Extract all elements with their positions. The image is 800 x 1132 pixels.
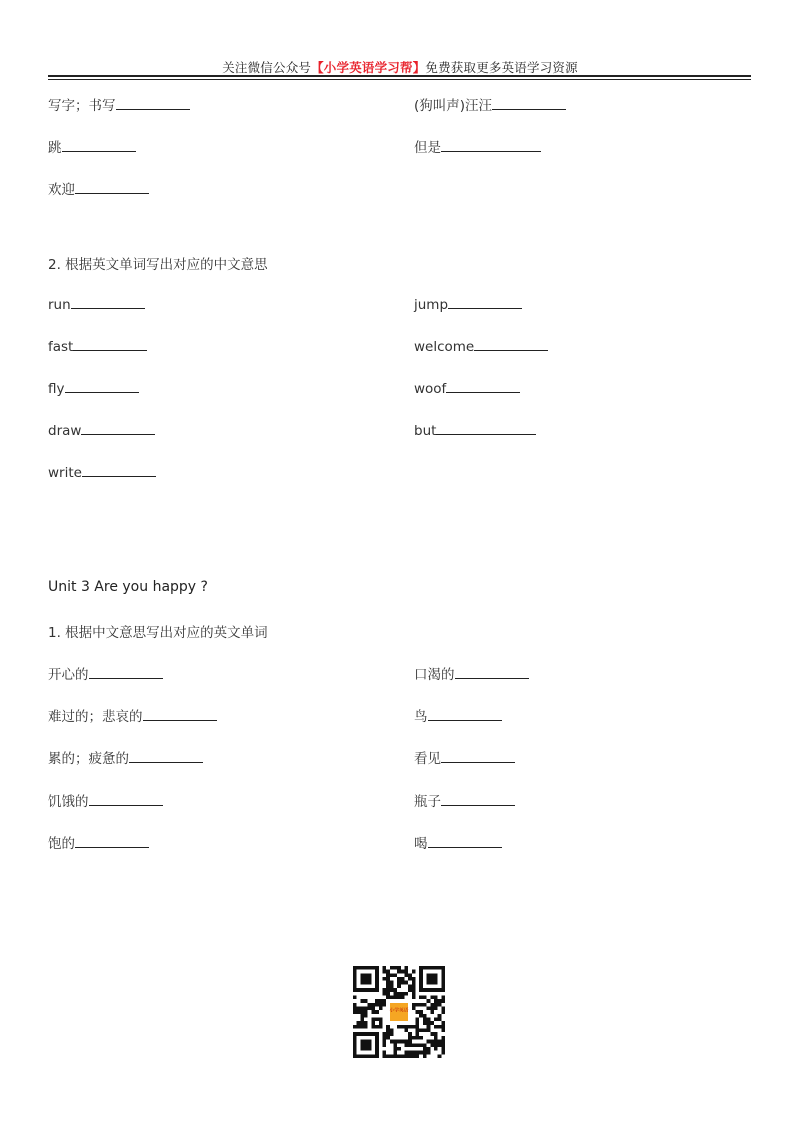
qr-module bbox=[412, 992, 416, 996]
qr-module bbox=[360, 1018, 364, 1022]
qr-module bbox=[423, 1021, 427, 1025]
qr-module bbox=[393, 992, 397, 996]
qr-module bbox=[408, 1036, 412, 1040]
qr-module bbox=[408, 988, 412, 992]
exercise-item: 难过的；悲哀的 bbox=[48, 705, 217, 725]
qr-module bbox=[434, 1040, 438, 1044]
qr-module bbox=[401, 1054, 405, 1058]
answer-blank[interactable] bbox=[75, 180, 149, 194]
answer-blank[interactable] bbox=[474, 337, 548, 351]
answer-blank[interactable] bbox=[436, 421, 536, 435]
exercise-item: fast bbox=[48, 337, 147, 355]
exercise-item: draw bbox=[48, 421, 155, 439]
exercise-item: run bbox=[48, 295, 145, 313]
qr-module bbox=[412, 1054, 416, 1058]
qr-module bbox=[379, 1025, 383, 1029]
qr-module bbox=[386, 992, 390, 996]
qr-module bbox=[382, 1051, 386, 1055]
qr-module bbox=[412, 981, 416, 985]
qr-module bbox=[405, 1025, 409, 1029]
qr-module bbox=[390, 988, 394, 992]
qr-module bbox=[416, 1018, 420, 1022]
header-rule-thin bbox=[48, 79, 751, 80]
qr-module bbox=[416, 1021, 420, 1025]
qr-module bbox=[360, 1021, 364, 1025]
qr-module bbox=[416, 1051, 420, 1055]
header-brand: 【小学英语学习帮】 bbox=[311, 60, 426, 75]
qr-module bbox=[368, 1006, 372, 1010]
qr-module bbox=[382, 992, 386, 996]
qr-module bbox=[386, 981, 390, 985]
qr-module bbox=[405, 970, 409, 974]
qr-module bbox=[386, 1029, 390, 1033]
qr-module bbox=[427, 1018, 431, 1022]
qr-module bbox=[408, 973, 412, 977]
qr-module bbox=[397, 1040, 401, 1044]
answer-blank[interactable] bbox=[65, 379, 139, 393]
answer-blank[interactable] bbox=[116, 96, 190, 110]
qr-module bbox=[412, 988, 416, 992]
exercise-item: 开心的 bbox=[48, 663, 163, 683]
qr-module bbox=[375, 1025, 379, 1029]
qr-module bbox=[438, 1003, 442, 1007]
qr-module bbox=[416, 1025, 420, 1029]
qr-module bbox=[419, 1010, 423, 1014]
qr-module bbox=[353, 1006, 357, 1010]
qr-module bbox=[401, 970, 405, 974]
exercise-item: 写字；书写 bbox=[48, 94, 190, 114]
qr-module bbox=[397, 966, 401, 970]
qr-module bbox=[423, 995, 427, 999]
qr-module bbox=[382, 1036, 386, 1040]
qr-module bbox=[375, 1003, 379, 1007]
qr-module bbox=[353, 1025, 357, 1029]
answer-blank[interactable] bbox=[81, 421, 155, 435]
answer-blank[interactable] bbox=[73, 337, 147, 351]
qr-module bbox=[386, 977, 390, 981]
qr-module bbox=[434, 1006, 438, 1010]
header-suffix: 免费获取更多英语学习资源 bbox=[425, 60, 578, 75]
qr-module bbox=[393, 988, 397, 992]
exercise-item: 欢迎 bbox=[48, 178, 149, 198]
answer-blank[interactable] bbox=[143, 707, 217, 721]
qr-module bbox=[382, 1054, 386, 1058]
qr-module bbox=[408, 984, 412, 988]
qr-module bbox=[423, 1047, 427, 1051]
qr-module bbox=[390, 1032, 394, 1036]
qr-module bbox=[441, 1051, 445, 1055]
qr-module bbox=[427, 1051, 431, 1055]
qr-module bbox=[423, 1029, 427, 1033]
qr-module bbox=[441, 1010, 445, 1014]
qr-module bbox=[434, 1043, 438, 1047]
qr-module bbox=[441, 1043, 445, 1047]
qr-module bbox=[386, 970, 390, 974]
qr-module bbox=[405, 973, 409, 977]
qr-module bbox=[397, 1047, 401, 1051]
qr-module bbox=[412, 970, 416, 974]
qr-module bbox=[441, 1047, 445, 1051]
qr-module bbox=[441, 1029, 445, 1033]
qr-module bbox=[397, 1054, 401, 1058]
qr-module bbox=[441, 1036, 445, 1040]
qr-module bbox=[386, 1036, 390, 1040]
qr-module bbox=[393, 1047, 397, 1051]
qr-module bbox=[416, 1003, 420, 1007]
qr-module bbox=[379, 1018, 383, 1022]
qr-module bbox=[382, 1040, 386, 1044]
qr-module bbox=[375, 1018, 379, 1022]
qr-module bbox=[386, 1054, 390, 1058]
exercise-item: 饥饿的 bbox=[48, 790, 163, 810]
answer-blank[interactable] bbox=[448, 295, 522, 309]
qr-module bbox=[379, 999, 383, 1003]
qr-module bbox=[386, 988, 390, 992]
qr-module bbox=[397, 995, 401, 999]
qr-module bbox=[382, 970, 386, 974]
qr-module bbox=[360, 1014, 364, 1018]
qr-module bbox=[434, 1018, 438, 1022]
qr-module bbox=[390, 966, 394, 970]
qr-module bbox=[412, 1025, 416, 1029]
qr-module bbox=[438, 1040, 442, 1044]
exercise-item: 累的；疲惫的 bbox=[48, 747, 203, 767]
qr-module bbox=[430, 1010, 434, 1014]
qr-module bbox=[360, 1010, 364, 1014]
qr-module bbox=[408, 1032, 412, 1036]
qr-module bbox=[353, 1010, 357, 1014]
qr-module bbox=[405, 966, 409, 970]
exercise-item: but bbox=[414, 421, 536, 439]
qr-module bbox=[423, 1003, 427, 1007]
qr-module bbox=[397, 1025, 401, 1029]
qr-module bbox=[371, 1025, 375, 1029]
qr-module bbox=[360, 1006, 364, 1010]
qr-module bbox=[375, 999, 379, 1003]
qr-module bbox=[401, 977, 405, 981]
qr-module bbox=[371, 1021, 375, 1025]
exercise-item: welcome bbox=[414, 337, 548, 355]
qr-module bbox=[405, 1054, 409, 1058]
qr-code bbox=[353, 966, 445, 1058]
qr-module bbox=[405, 1029, 409, 1033]
qr-module bbox=[382, 1032, 386, 1036]
qr-module bbox=[408, 1040, 412, 1044]
qr-module bbox=[371, 1018, 375, 1022]
qr-module bbox=[357, 1021, 361, 1025]
exercise-item: 饱的 bbox=[48, 832, 149, 852]
exercise-item: fly bbox=[48, 379, 139, 397]
qr-module bbox=[434, 1025, 438, 1029]
qr-module bbox=[434, 1036, 438, 1040]
qr-module bbox=[441, 995, 445, 999]
qr-module bbox=[382, 999, 386, 1003]
qr-module bbox=[375, 1010, 379, 1014]
exercise-item: 看见 bbox=[414, 747, 515, 767]
exercise-item: woof bbox=[414, 379, 520, 397]
qr-module bbox=[364, 1025, 368, 1029]
qr-module bbox=[427, 1025, 431, 1029]
qr-module bbox=[390, 1054, 394, 1058]
qr-module bbox=[368, 1003, 372, 1007]
qr-module bbox=[427, 1006, 431, 1010]
answer-blank[interactable] bbox=[455, 665, 529, 679]
qr-module bbox=[441, 999, 445, 1003]
qr-module bbox=[434, 999, 438, 1003]
qr-module bbox=[438, 1054, 442, 1058]
exercise-item: 口渴的 bbox=[414, 663, 529, 683]
exercise-item: (狗叫声)汪汪 bbox=[414, 94, 566, 114]
qr-module bbox=[386, 1032, 390, 1036]
qr-module bbox=[364, 999, 368, 1003]
qr-module bbox=[423, 1014, 427, 1018]
qr-module bbox=[419, 1036, 423, 1040]
qr-module bbox=[405, 1051, 409, 1055]
qr-module bbox=[430, 1043, 434, 1047]
qr-module bbox=[423, 1051, 427, 1055]
qr-module bbox=[441, 1040, 445, 1044]
qr-module bbox=[357, 1010, 361, 1014]
qr-module bbox=[401, 995, 405, 999]
exercise-item: write bbox=[48, 463, 156, 481]
exercise-item: 喝 bbox=[414, 832, 502, 852]
qr-module bbox=[427, 1047, 431, 1051]
qr-module bbox=[393, 1043, 397, 1047]
qr-module bbox=[393, 966, 397, 970]
qr-module bbox=[412, 1006, 416, 1010]
qr-module bbox=[390, 995, 394, 999]
qr-module bbox=[412, 1043, 416, 1047]
qr-module bbox=[408, 977, 412, 981]
answer-blank[interactable] bbox=[441, 749, 515, 763]
qr-module bbox=[379, 1003, 383, 1007]
qr-module bbox=[386, 973, 390, 977]
qr-module bbox=[419, 1051, 423, 1055]
qr-module bbox=[438, 1014, 442, 1018]
qr-module bbox=[416, 1010, 420, 1014]
qr-module bbox=[427, 1029, 431, 1033]
qr-module bbox=[382, 1003, 386, 1007]
qr-module bbox=[412, 995, 416, 999]
answer-blank[interactable] bbox=[71, 295, 145, 309]
answer-blank[interactable] bbox=[428, 707, 502, 721]
qr-module bbox=[397, 981, 401, 985]
qr-module bbox=[412, 1051, 416, 1055]
qr-module bbox=[401, 981, 405, 985]
qr-module bbox=[390, 1040, 394, 1044]
qr-module bbox=[353, 1003, 357, 1007]
exercise-item: 瓶子 bbox=[414, 790, 515, 810]
qr-module bbox=[405, 981, 409, 985]
qr-module bbox=[397, 970, 401, 974]
qr-module bbox=[371, 1010, 375, 1014]
answer-blank[interactable] bbox=[428, 834, 502, 848]
qr-module bbox=[405, 992, 409, 996]
answer-blank[interactable] bbox=[441, 792, 515, 806]
qr-module bbox=[416, 1043, 420, 1047]
qr-module bbox=[386, 984, 390, 988]
qr-module bbox=[427, 1021, 431, 1025]
qr-module bbox=[430, 1003, 434, 1007]
qr-module bbox=[412, 1036, 416, 1040]
qr-module bbox=[430, 1021, 434, 1025]
page-header bbox=[0, 58, 800, 76]
qr-module bbox=[405, 1040, 409, 1044]
answer-blank[interactable] bbox=[129, 749, 203, 763]
section-title: 1. 根据中文意思写出对应的英文单词 bbox=[48, 625, 268, 641]
qr-module bbox=[382, 1043, 386, 1047]
qr-module bbox=[441, 1021, 445, 1025]
qr-module bbox=[390, 981, 394, 985]
qr-module bbox=[401, 992, 405, 996]
qr-module bbox=[360, 1025, 364, 1029]
qr-module bbox=[382, 988, 386, 992]
qr-module bbox=[419, 1014, 423, 1018]
qr-module bbox=[357, 1006, 361, 1010]
qr-module bbox=[357, 1025, 361, 1029]
section-title: 2. 根据英文单词写出对应的中文意思 bbox=[48, 257, 268, 273]
qr-module bbox=[397, 977, 401, 981]
unit-title: Unit 3 Are you happy ? bbox=[48, 579, 208, 595]
answer-blank[interactable] bbox=[89, 665, 163, 679]
qr-module bbox=[434, 1032, 438, 1036]
qr-logo-text: 小学英语 bbox=[389, 1008, 409, 1014]
qr-module bbox=[393, 973, 397, 977]
answer-blank[interactable] bbox=[492, 96, 566, 110]
qr-module bbox=[430, 1032, 434, 1036]
qr-module bbox=[416, 1054, 420, 1058]
qr-module bbox=[390, 1029, 394, 1033]
header-rule-thick bbox=[48, 75, 751, 77]
qr-module bbox=[393, 1054, 397, 1058]
qr-module bbox=[423, 1054, 427, 1058]
qr-module bbox=[412, 1003, 416, 1007]
qr-module bbox=[419, 995, 423, 999]
qr-module bbox=[364, 1010, 368, 1014]
qr-module bbox=[438, 1043, 442, 1047]
qr-module bbox=[353, 995, 357, 999]
qr-module bbox=[382, 977, 386, 981]
answer-blank[interactable] bbox=[75, 834, 149, 848]
qr-module bbox=[393, 995, 397, 999]
header-prefix: 关注微信公众号 bbox=[222, 60, 312, 75]
qr-module bbox=[408, 1025, 412, 1029]
qr-module bbox=[364, 1014, 368, 1018]
qr-module bbox=[416, 1032, 420, 1036]
qr-module bbox=[412, 977, 416, 981]
qr-module bbox=[438, 999, 442, 1003]
qr-module bbox=[405, 1043, 409, 1047]
qr-module bbox=[364, 1006, 368, 1010]
qr-module bbox=[386, 1025, 390, 1029]
qr-module bbox=[379, 1021, 383, 1025]
qr-module bbox=[401, 1025, 405, 1029]
qr-module bbox=[390, 984, 394, 988]
qr-module bbox=[364, 1021, 368, 1025]
answer-blank[interactable] bbox=[89, 792, 163, 806]
qr-module bbox=[408, 1054, 412, 1058]
qr-module bbox=[434, 1047, 438, 1051]
qr-module bbox=[419, 1003, 423, 1007]
qr-module bbox=[379, 1006, 383, 1010]
qr-module bbox=[393, 1040, 397, 1044]
qr-module bbox=[423, 1043, 427, 1047]
exercise-item: 跳 bbox=[48, 136, 136, 156]
qr-module bbox=[430, 1040, 434, 1044]
qr-module bbox=[419, 1043, 423, 1047]
qr-module bbox=[434, 995, 438, 999]
qr-module bbox=[416, 1036, 420, 1040]
qr-module bbox=[386, 995, 390, 999]
qr-module bbox=[441, 1006, 445, 1010]
qr-module bbox=[382, 966, 386, 970]
answer-blank[interactable] bbox=[62, 138, 136, 152]
qr-module bbox=[408, 1043, 412, 1047]
answer-blank[interactable] bbox=[82, 463, 156, 477]
qr-module bbox=[397, 992, 401, 996]
qr-module bbox=[430, 995, 434, 999]
qr-module bbox=[408, 1051, 412, 1055]
qr-module bbox=[416, 1029, 420, 1033]
qr-module bbox=[390, 973, 394, 977]
qr-module bbox=[427, 999, 431, 1003]
qr-module bbox=[427, 1040, 431, 1044]
qr-module bbox=[393, 1051, 397, 1055]
qr-module bbox=[401, 1040, 405, 1044]
qr-module bbox=[371, 1006, 375, 1010]
exercise-item: 鸟 bbox=[414, 705, 502, 725]
qr-module bbox=[371, 1003, 375, 1007]
qr-module bbox=[434, 1003, 438, 1007]
exercise-item: jump bbox=[414, 295, 522, 313]
qr-module bbox=[397, 984, 401, 988]
qr-module bbox=[360, 999, 364, 1003]
qr-module bbox=[430, 1006, 434, 1010]
qr-module bbox=[438, 1025, 442, 1029]
qr-module bbox=[441, 1025, 445, 1029]
qr-module bbox=[438, 1018, 442, 1022]
exercise-item: 但是 bbox=[414, 136, 541, 156]
qr-module bbox=[419, 1029, 423, 1033]
answer-blank[interactable] bbox=[441, 138, 541, 152]
qr-module bbox=[423, 1018, 427, 1022]
answer-blank[interactable] bbox=[446, 379, 520, 393]
qr-module bbox=[412, 984, 416, 988]
